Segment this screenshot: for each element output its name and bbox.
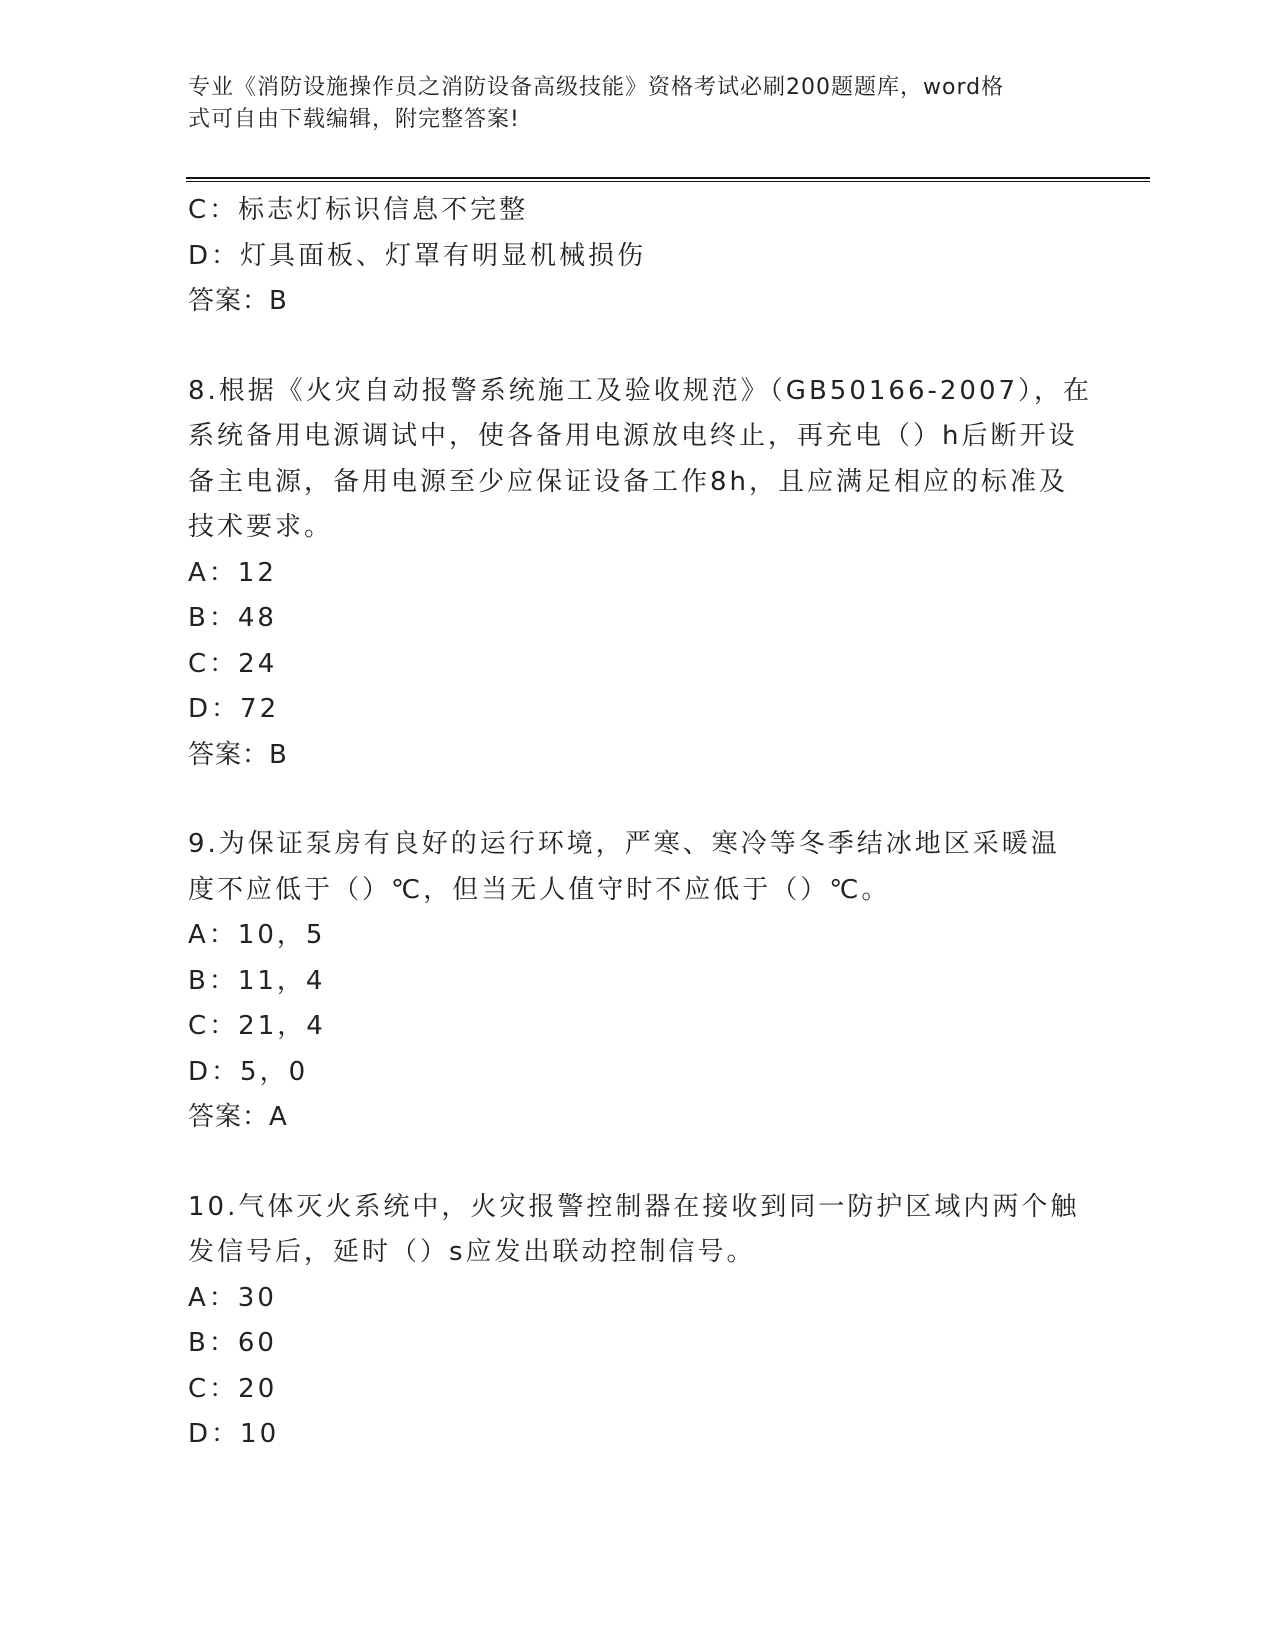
option-a: A：12 <box>188 557 277 588</box>
option-a: A：10，5 <box>188 920 326 950</box>
spacer <box>188 1141 1088 1185</box>
option-c: C：21，4 <box>188 1011 326 1041</box>
header-line-1: 专业《消防设施操作员之消防设备高级技能》资格考试必刷200题题库，word格 <box>188 75 1005 100</box>
previous-question-tail <box>188 188 1088 325</box>
option-c: C：20 <box>188 1373 278 1404</box>
question-text-line: 备主电源，备用电源至少应保证设备工作8h，且应满足相应的标准及 <box>188 466 1069 497</box>
question-10 <box>188 1185 1088 1458</box>
option-d: D：72 <box>188 694 280 724</box>
option-b: B：11，4 <box>188 965 326 996</box>
option-a: A：30 <box>188 1282 277 1313</box>
option-d: D：5，0 <box>188 1056 309 1087</box>
question-9 <box>188 822 1088 1141</box>
header-line-2: 式可自由下载编辑，附完整答案! <box>188 107 520 132</box>
option-b: B：60 <box>188 1328 277 1358</box>
spacer <box>188 325 1088 369</box>
question-text-line: 系统备用电源调试中，使各备用电源放电终止，再充电（）h后断开设 <box>188 421 1078 451</box>
option-c: C：标志灯标识信息不完整 <box>188 195 529 225</box>
answer-label: 答案：B <box>188 286 288 316</box>
option-b: B：48 <box>188 603 277 633</box>
spacer <box>188 778 1088 822</box>
question-8 <box>188 369 1093 779</box>
answer-label: 答案：A <box>188 1102 288 1132</box>
question-text-line: 9.为保证泵房有良好的运行环境，严寒、寒冷等冬季结冰地区采暖温 <box>188 829 1060 859</box>
header-divider <box>186 177 1150 182</box>
question-text-line: 8.根据《火灾自动报警系统施工及验收规范》（GB50166-2007），在 <box>188 375 1093 406</box>
option-c: C：24 <box>188 648 278 679</box>
document-header <box>188 72 1068 136</box>
question-text-line: 10.气体灭火系统中，火灾报警控制器在接收到同一防护区域内两个触 <box>188 1191 1080 1222</box>
option-d: D：10 <box>188 1419 280 1449</box>
answer-label: 答案：B <box>188 739 288 770</box>
question-text-line: 度不应低于（）℃，但当无人值守时不应低于（）℃。 <box>188 874 891 905</box>
question-text-line: 发信号后，延时（）s应发出联动控制信号。 <box>188 1237 756 1267</box>
question-text-line: 技术要求。 <box>188 512 334 542</box>
option-d: D：灯具面板、灯罩有明显机械损伤 <box>188 240 647 271</box>
questions-content <box>188 188 1093 1458</box>
